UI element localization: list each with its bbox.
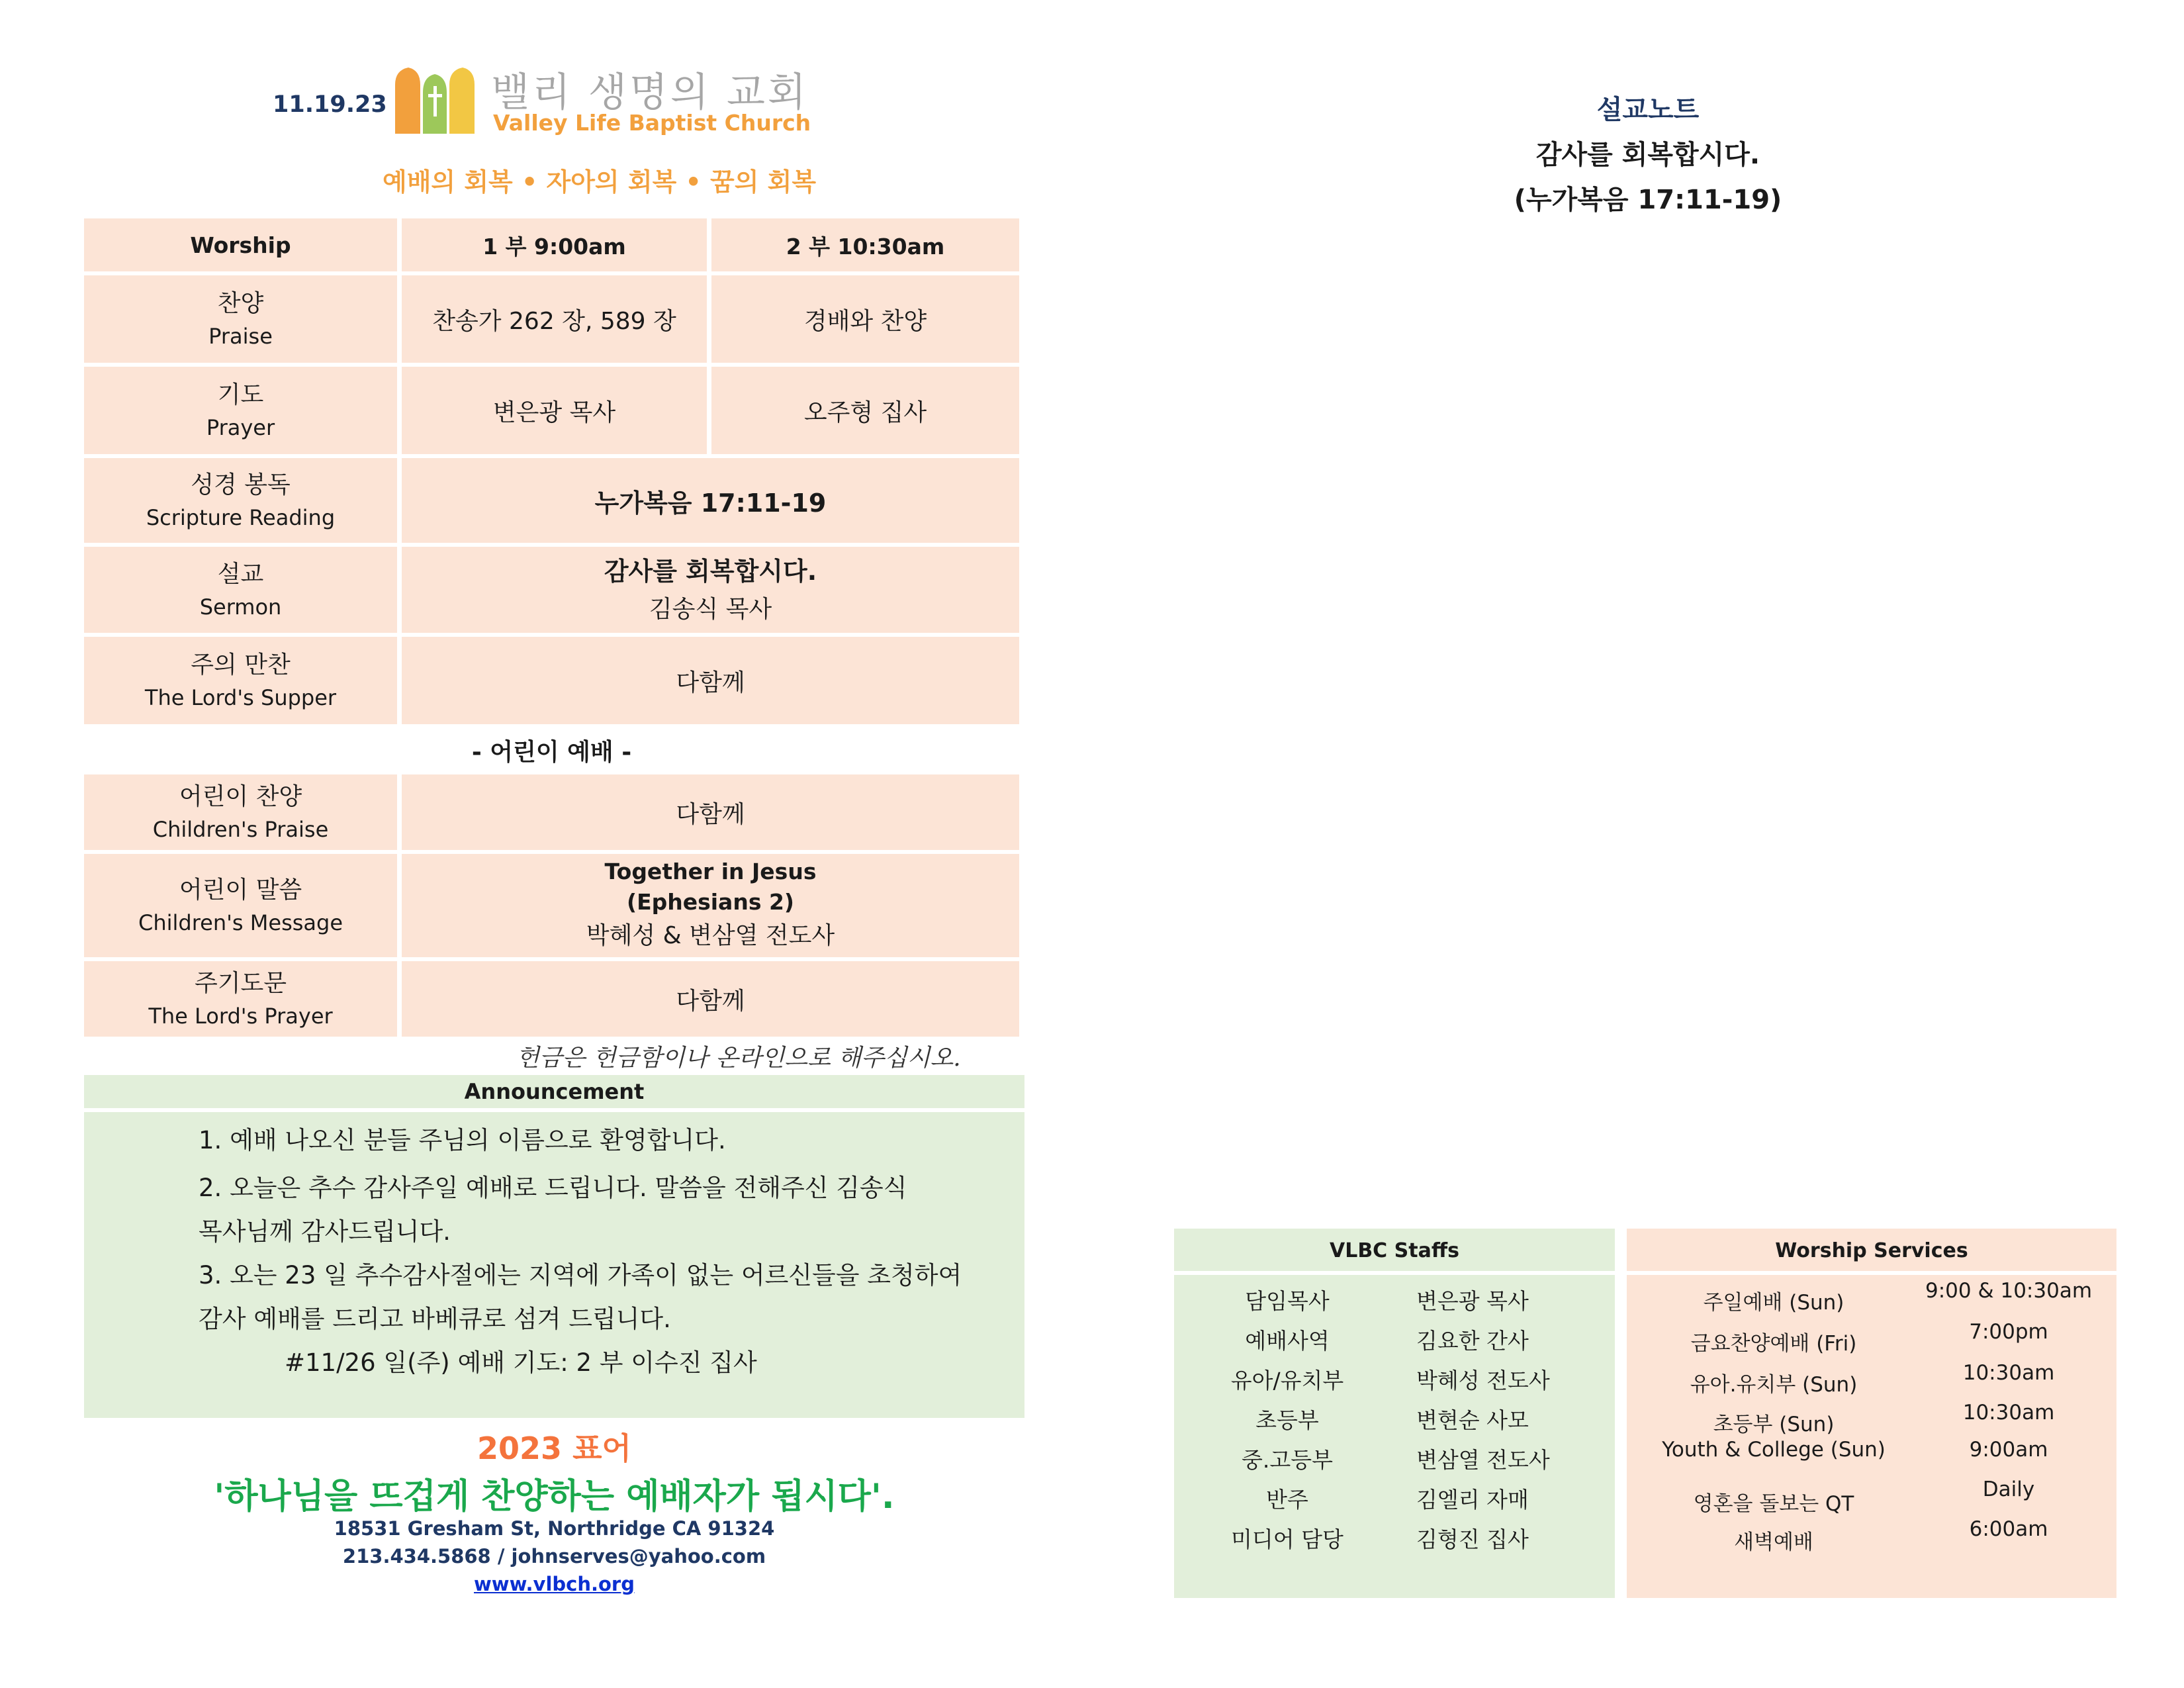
- bulletin-date: 11.19.23: [273, 91, 387, 118]
- church-name-korean: 밸리 생명의 교회: [491, 70, 809, 116]
- services-title: Worship Services: [1775, 1239, 1968, 1262]
- service-name: 주일예배 (Sun): [1703, 1291, 1844, 1315]
- sermon-note-reference: (누가복음 17:11-19): [1514, 185, 1782, 215]
- table-header-service-2: 2 부 10:30am: [711, 218, 1019, 271]
- row-label-kr: 주기도문: [194, 970, 287, 997]
- row-label-childrens-message: [84, 854, 397, 957]
- staff-role: 미디어 담당: [1231, 1526, 1343, 1552]
- church-website-link[interactable]: www.vlbch.org: [474, 1573, 635, 1595]
- table-header-service-1: 1 부 9:00am: [402, 218, 707, 271]
- sermon-note-title: 설교노트: [1596, 95, 1700, 125]
- praise-service-2: 경배와 찬양: [711, 275, 1019, 363]
- staff-role: 예배사역: [1245, 1328, 1330, 1354]
- row-label-en: Children's Praise: [152, 817, 329, 842]
- row-label-en: Praise: [208, 324, 273, 349]
- theme-title: 2023 표어: [477, 1430, 631, 1466]
- service-name: 새벽예배: [1734, 1530, 1813, 1554]
- sermon-preacher: 김송식 목사: [649, 596, 772, 623]
- row-label-en: Sermon: [199, 594, 282, 620]
- staffs-title: VLBC Staffs: [1329, 1239, 1459, 1262]
- praise-service-1: 찬송가 262 장, 589 장: [402, 275, 707, 363]
- row-label-kr: 찬양: [217, 290, 264, 317]
- staff-role: 초등부: [1255, 1407, 1319, 1433]
- church-logo-icon: [394, 66, 480, 136]
- staff-role: 담임목사: [1245, 1288, 1330, 1314]
- sermon-note-subtitle: 감사를 회복합시다.: [1535, 140, 1760, 170]
- announcement-line-5: 감사 예배를 드리고 바베큐로 섬겨 드립니다.: [199, 1305, 671, 1333]
- sermon-title: 감사를 회복합시다.: [604, 557, 817, 586]
- staff-role: 중.고등부: [1241, 1447, 1333, 1473]
- sermon-detail: [402, 547, 1019, 633]
- childrens-message-reference: (Ephesians 2): [626, 889, 794, 915]
- staff-name: 변은광 목사: [1416, 1288, 1529, 1314]
- prayer-service-1: 변은광 목사: [402, 367, 707, 454]
- service-time: Daily: [1982, 1477, 2035, 1501]
- row-label-kr: 어린이 찬양: [179, 783, 302, 810]
- row-label-sermon: [84, 547, 397, 633]
- row-label-en: The Lord's Prayer: [148, 1004, 333, 1029]
- service-time: 10:30am: [1962, 1401, 2055, 1425]
- lords-prayer-value: 다함께: [402, 961, 1019, 1037]
- children-worship-title: - 어린이 예배 -: [471, 739, 632, 766]
- staff-name: 김요한 간사: [1416, 1328, 1529, 1354]
- row-label-lords-prayer: [84, 961, 397, 1037]
- service-name: 금요찬양예배 (Fri): [1690, 1332, 1857, 1356]
- announcement-title: Announcement: [84, 1075, 1024, 1108]
- childrens-message-speakers: 박혜성 & 변삼열 전도사: [586, 922, 835, 949]
- row-label-childrens-praise: [84, 774, 397, 850]
- theme-verse: '하나님을 뜨겁게 찬양하는 예배자가 됩시다'.: [214, 1477, 895, 1517]
- staff-name: 변삼열 전도사: [1416, 1447, 1550, 1473]
- prayer-service-2: 오주형 집사: [711, 367, 1019, 454]
- service-name: 영혼을 돌보는 QT: [1693, 1492, 1854, 1516]
- announcement-line-4: 3. 오는 23 일 추수감사절에는 지역에 가족이 없는 어르신들을 초청하여: [199, 1261, 962, 1289]
- row-label-kr: 설교: [217, 561, 264, 588]
- staff-name: 변현순 사모: [1416, 1407, 1529, 1433]
- table-header-worship: Worship: [84, 218, 397, 271]
- row-label-praise: [84, 275, 397, 363]
- row-label-kr: 어린이 말씀: [179, 876, 302, 904]
- service-time: 6:00am: [1969, 1517, 2048, 1541]
- announcement-line-2: 2. 오늘은 추수 감사주일 예배로 드립니다. 말씀을 전해주신 김송식: [199, 1174, 907, 1202]
- row-label-kr: 기도: [217, 381, 264, 408]
- staff-name: 김엘리 자매: [1416, 1487, 1529, 1513]
- church-name-english: Valley Life Baptist Church: [493, 110, 811, 136]
- service-name: 유아.유치부 (Sun): [1690, 1373, 1858, 1397]
- row-label-kr: 성경 봉독: [191, 471, 291, 498]
- church-motto: 예배의 회복 • 자아의 회복 • 꿈의 회복: [383, 167, 817, 197]
- service-time: 7:00pm: [1969, 1320, 2048, 1344]
- row-label-en: Scripture Reading: [146, 505, 336, 530]
- row-label-en: Children's Message: [138, 910, 343, 935]
- church-address: 18531 Gresham St, Northridge CA 91324: [334, 1517, 775, 1540]
- lords-supper-value: 다함께: [402, 637, 1019, 724]
- row-label-lords-supper: [84, 637, 397, 724]
- announcement-line-1: 1. 예배 나오신 분들 주님의 이름으로 환영합니다.: [199, 1126, 726, 1154]
- row-label-kr: 주의 만찬: [191, 651, 291, 679]
- church-contact: 213.434.5868 / johnserves@yahoo.com: [342, 1545, 766, 1568]
- childrens-message-title: Together in Jesus: [604, 859, 817, 884]
- childrens-praise-value: 다함께: [402, 774, 1019, 850]
- staff-name: 김형진 집사: [1416, 1526, 1529, 1552]
- staff-name: 박혜성 전도사: [1416, 1368, 1550, 1393]
- staff-role: 반주: [1266, 1487, 1308, 1513]
- row-label-prayer: [84, 367, 397, 454]
- announcement-line-3: 목사님께 감사드립니다.: [199, 1217, 451, 1246]
- row-label-en: Prayer: [206, 415, 275, 440]
- offering-note: 헌금은 헌금함이나 온라인으로 해주십시오.: [516, 1045, 961, 1072]
- row-label-scripture: [84, 458, 397, 543]
- scripture-reference: 누가복음 17:11-19: [402, 458, 1019, 543]
- announcement-line-6: #11/26 일(주) 예배 기도: 2 부 이수진 집사: [285, 1348, 757, 1377]
- service-time: 9:00 & 10:30am: [1925, 1279, 2093, 1303]
- staff-role: 유아/유치부: [1230, 1368, 1344, 1393]
- service-name: Youth & College (Sun): [1662, 1438, 1886, 1462]
- service-time: 9:00am: [1969, 1438, 2048, 1462]
- row-label-en: The Lord's Supper: [144, 685, 337, 710]
- service-time: 10:30am: [1962, 1361, 2055, 1385]
- service-name: 초등부 (Sun): [1713, 1413, 1835, 1436]
- childrens-message-detail: [402, 854, 1019, 957]
